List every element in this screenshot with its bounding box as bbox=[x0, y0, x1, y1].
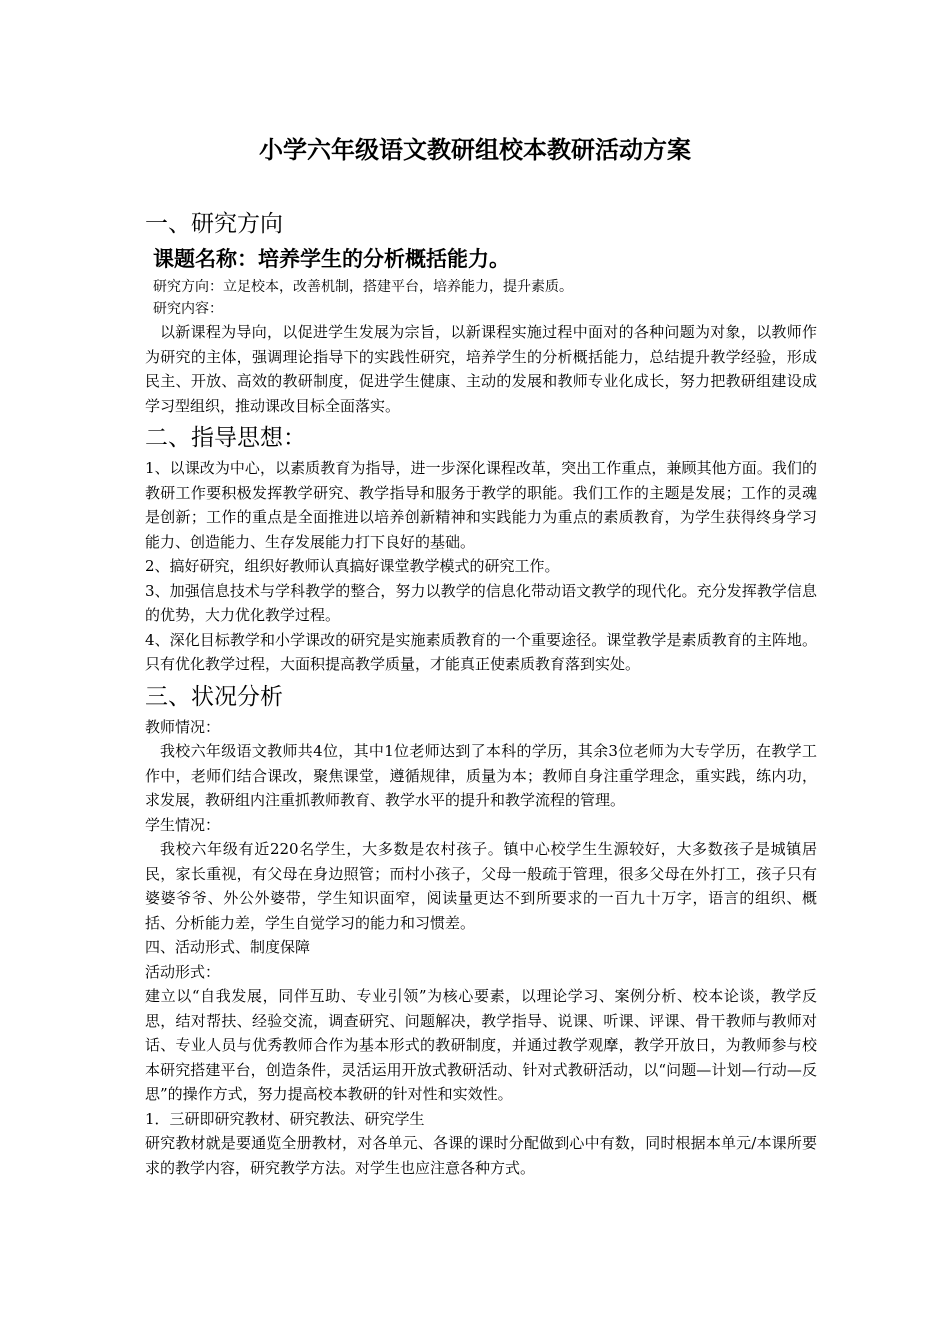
section-heading-research-direction: 一、研究方向 bbox=[145, 211, 283, 237]
section-heading-activity-forms: 四、活动形式、制度保障 bbox=[145, 938, 311, 956]
research-direction-text: 研究方向：立足校本，改善机制，搭建平台，培养能力，提升素质。 bbox=[153, 279, 573, 295]
page-title: 小学六年级语文教研组校本教研活动方案 bbox=[259, 136, 691, 164]
activity-form-paragraph: 建立以“自我发展，同伴互助、专业引领”为核心要素，以理论学习、案例分析、校本论谈，教学反思，结对帮扶、经验交流，调查研究、问题解决，教学指导、说课、听课、评课、骨干教师与教师对话、专业人员与优秀教师合作为基本形式的教研制度，并通过教学观摩，教学开放日，为教师参与校本研究搭建平台，创造条件，灵活运用开放式教研活动、针对式教研活动，以“问题—计划—行动—反思”的操作方式，努力提高校本教研的针对性和实效性。 bbox=[145, 987, 817, 1103]
activity-form-label: 活动形式： bbox=[145, 962, 221, 981]
guiding-paragraph-1: 1、以课改为中心，以素质教育为指导，进一步深化课程改革，突出工作重点，兼顾其他方面。我们的教研工作要积极发挥教学研究、教学指导和服务于教学的职能。我们工作的主题是发展；工作的灵魂是创新；工作的重点是全面推进以培养创新精神和实践能力为重点的素质教育，为学生获得终身学习能力、创造能力、生存发展能力打下良好的基础。 bbox=[145, 459, 817, 551]
three-research-paragraph: 研究教材就是要通览全册教材，对各单元、各课的课时分配做到心中有数，同时根据本单元/本课所要求的教学内容，研究教学方法。对学生也应注意各种方式。 bbox=[145, 1134, 817, 1177]
guiding-paragraph-3: 3、加强信息技术与学科教学的整合，努力以教学的信息化带动语文教学的现代化。充分发挥教学信息的优势，大力优化教学过程。 bbox=[145, 581, 817, 624]
section-heading-guiding-ideology: 二、指导思想： bbox=[145, 425, 306, 451]
student-situation-label: 学生情况： bbox=[145, 815, 221, 834]
student-situation-paragraph: 我校六年级有近220名学生，大多数是农村孩子。镇中心校学生生源较好，大多数孩子是城镇居民，家长重视，有父母在身边照管；而村小孩子，父母一般疏于管理，很多父母在外打工，孩子只有婆婆爷爷、外公外婆带，学生知识面窄，阅读量更达不到所要求的一百九十万字，语言的组织、概括、分析能力差，学生自觉学习的能力和习惯差。 bbox=[145, 840, 817, 932]
section-heading-situation-analysis: 三、状况分析 bbox=[145, 683, 283, 710]
teacher-situation-label: 教师情况： bbox=[145, 717, 221, 736]
guiding-paragraph-2: 2、搞好研究，组织好教师认真搞好课堂教学模式的研究工作。 bbox=[145, 557, 560, 575]
guiding-paragraph-4: 4、深化目标教学和小学课改的研究是实施素质教育的一个重要途径。课堂教学是素质教育的主阵地。只有优化教学过程，大面积提高教学质量，才能真正使素质教育落到实处。 bbox=[145, 630, 817, 673]
list-item-three-research: 1．三研即研究教材、研究教法、研究学生 bbox=[145, 1109, 425, 1128]
document-body bbox=[145, 206, 817, 1180]
research-content-label: 研究内容： bbox=[153, 301, 223, 317]
teacher-situation-paragraph: 我校六年级语文教师共4位，其中1位老师达到了本科的学历，其余3位老师为大专学历，在教学工作中，老师们结合课改，聚焦课堂，遵循规律，质量为本；教师自身注重学理念，重实践，练内功，求发展，教研组内注重抓教师教育、教学水平的提升和教学流程的管理。 bbox=[145, 742, 817, 809]
topic-title: 课题名称：培养学生的分析概括能力。 bbox=[153, 247, 510, 271]
research-content-paragraph: 以新课程为导向，以促进学生发展为宗旨，以新课程实施过程中面对的各种问题为对象，以教师作为研究的主体，强调理论指导下的实践性研究，培养学生的分析概括能力，总结提升教学经验，形成民主、开放、高效的教研制度，促进学生健康、主动的发展和教师专业化成长，努力把教研组建设成学习型组织，推动课改目标全面落实。 bbox=[145, 323, 817, 415]
